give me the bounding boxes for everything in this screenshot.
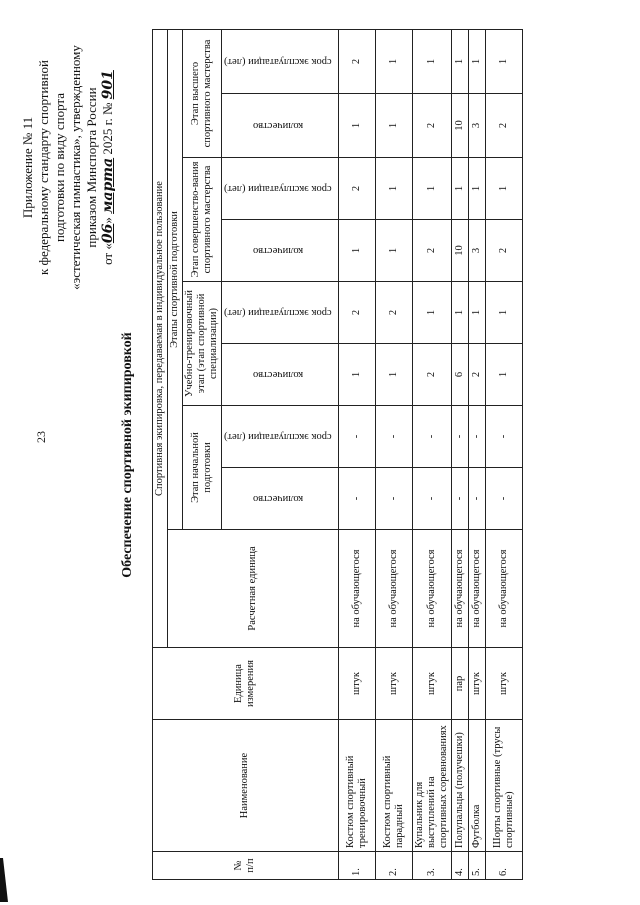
order-number-handwritten: 901 (100, 70, 116, 100)
cell-value: 1 (375, 344, 412, 406)
rotated-document (20, 30, 620, 880)
table-row (468, 29, 485, 879)
cell-value: 1 (485, 282, 522, 344)
row-unit: штук (338, 648, 375, 720)
cell-value: 1 (451, 158, 468, 220)
cell-value: - (468, 468, 485, 530)
cell-value: 1 (485, 158, 522, 220)
cell-value: 2 (338, 158, 375, 220)
cell-value: - (468, 406, 485, 468)
header-term: срок эксплуатации (лет) (222, 158, 339, 220)
header-stage-higher: Этап высшего спортивного мастерства (183, 29, 222, 157)
row-num: 2. (375, 852, 412, 880)
cell-value: 1 (451, 282, 468, 344)
row-calc: на обучающегося (412, 530, 451, 648)
header-qty: количество (222, 344, 339, 406)
cell-value: 1 (375, 158, 412, 220)
cell-value: 2 (412, 344, 451, 406)
row-name: Купальник для выступлений на спортивных соревнованиях (412, 720, 451, 852)
appendix-title: Приложение № 11 (20, 116, 35, 219)
cell-value: 1 (375, 94, 412, 158)
cell-value: 2 (375, 282, 412, 344)
appendix-line: к федеральному стандарту спортивной (36, 60, 51, 276)
table-row (451, 29, 468, 879)
cell-value: - (485, 406, 522, 468)
cell-value: 2 (468, 344, 485, 406)
header-stage-training: Учебно-тренировочный этап (этап спортивной специализации) (183, 282, 222, 406)
cell-value: 10 (451, 94, 468, 158)
cell-value: 1 (338, 220, 375, 282)
row-unit: штук (412, 648, 451, 720)
table-row (485, 29, 522, 879)
cell-value: 1 (412, 158, 451, 220)
row-num: 1. (338, 852, 375, 880)
cell-value: 1 (468, 158, 485, 220)
header-term: срок эксплуатации (лет) (222, 406, 339, 468)
row-num: 3. (412, 852, 451, 880)
cell-value: 1 (468, 29, 485, 93)
scan-edge-mark (0, 858, 8, 902)
row-name: Костюм спортивный тренировочный (338, 720, 375, 852)
row-num: 4. (451, 852, 468, 880)
row-name: Футболка (468, 720, 485, 852)
document-title: Обеспечение спортивной экипировкой (120, 332, 135, 578)
appendix-line: приказом Минспорта России (84, 87, 99, 248)
header-num: № п/п (153, 852, 339, 880)
row-calc: на обучающегося (451, 530, 468, 648)
table-row (412, 29, 451, 879)
cell-value: 1 (412, 282, 451, 344)
header-term: срок эксплуатации (лет) (222, 282, 339, 344)
cell-value: - (338, 406, 375, 468)
header-qty: количество (222, 468, 339, 530)
cell-value: 1 (451, 29, 468, 93)
cell-value: - (338, 468, 375, 530)
appendix-header (20, 30, 116, 305)
cell-value: - (485, 468, 522, 530)
cell-value: 1 (375, 29, 412, 93)
row-unit: штук (468, 648, 485, 720)
row-num: 5. (468, 852, 485, 880)
date-day-handwritten: 06 (100, 223, 116, 244)
header-unit: Единица измерения (153, 648, 339, 720)
cell-value: - (451, 406, 468, 468)
cell-value: - (412, 406, 451, 468)
row-name: Костюм спортивный парадный (375, 720, 412, 852)
cell-value: 1 (375, 220, 412, 282)
appendix-date-line (100, 30, 116, 305)
cell-value: 2 (485, 220, 522, 282)
row-calc: на обучающегося (338, 530, 375, 648)
header-equipment-group: Спортивная экипировка, передаваемая в индивидуальное пользование (153, 29, 168, 647)
cell-value: 2 (485, 94, 522, 158)
header-name: Наименование (153, 720, 339, 852)
cell-value: - (412, 468, 451, 530)
cell-value: 10 (451, 220, 468, 282)
cell-value: 1 (468, 282, 485, 344)
cell-value: 1 (412, 29, 451, 93)
date-prefix: от « (100, 243, 115, 265)
cell-value: 1 (338, 94, 375, 158)
date-month-handwritten: марта (100, 157, 116, 214)
appendix-line: подготовки по виду спорта (52, 92, 67, 243)
row-num: 6. (485, 852, 522, 880)
header-stage-initial: Этап начальной подготовки (183, 406, 222, 530)
cell-value: - (375, 406, 412, 468)
cell-value: 2 (338, 29, 375, 93)
row-calc: на обучающегося (485, 530, 522, 648)
row-unit: пар (451, 648, 468, 720)
cell-value: 3 (468, 220, 485, 282)
row-name: Шорты спортивные (трусы спортивные) (485, 720, 522, 852)
cell-value: 1 (338, 344, 375, 406)
row-calc: на обучающегося (468, 530, 485, 648)
cell-value: 1 (485, 29, 522, 93)
row-unit: штук (485, 648, 522, 720)
header-stages-group: Этапы спортивной подготовки (168, 29, 183, 529)
equipment-table (152, 29, 523, 880)
header-calc-unit: Расчетная единица (168, 530, 339, 648)
cell-value: 2 (412, 220, 451, 282)
cell-value: 3 (468, 94, 485, 158)
date-year: 2025 г. № (100, 99, 115, 158)
header-stage-improvement: Этап совершенство-вания спортивного мастерства (183, 158, 222, 282)
row-unit: штук (375, 648, 412, 720)
date-mid: » (100, 213, 115, 224)
header-term: срок эксплуатации (лет) (222, 29, 339, 93)
cell-value: - (451, 468, 468, 530)
page-number: 23 (34, 431, 48, 443)
table-row (338, 29, 375, 879)
cell-value: - (375, 468, 412, 530)
cell-value: 1 (485, 344, 522, 406)
cell-value: 2 (412, 94, 451, 158)
table-row (375, 29, 412, 879)
row-name: Полупальцы (получешки) (451, 720, 468, 852)
cell-value: 2 (338, 282, 375, 344)
header-qty: количество (222, 220, 339, 282)
row-calc: на обучающегося (375, 530, 412, 648)
cell-value: 6 (451, 344, 468, 406)
header-qty: количество (222, 94, 339, 158)
appendix-line: «эстетическая гимнастика», утвержденному (68, 45, 83, 290)
